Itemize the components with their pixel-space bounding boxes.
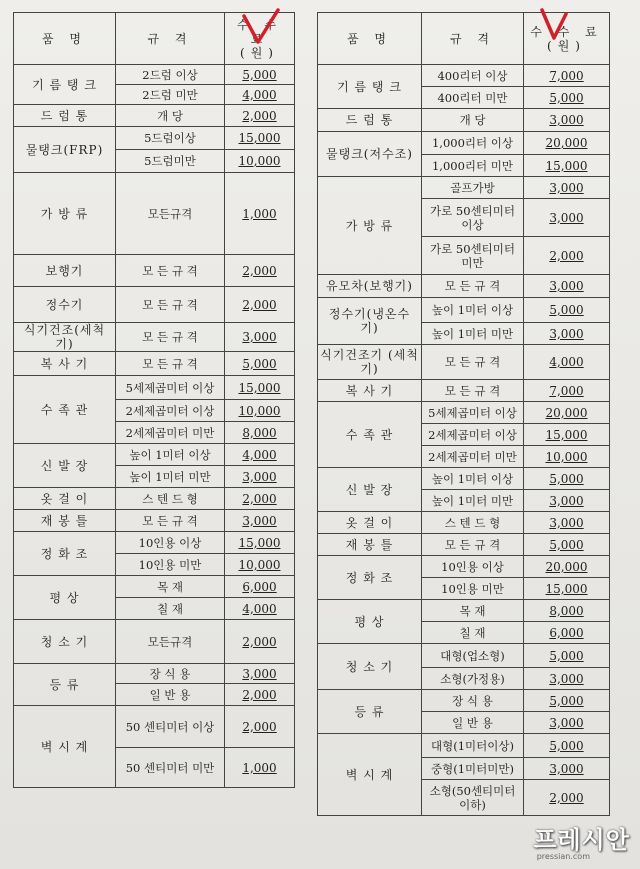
item-fee: 6,000 [225, 576, 295, 598]
item-spec: 5세제곱미터 이상 [422, 402, 524, 424]
item-spec: 높이 1미터 미만 [116, 466, 225, 488]
item-fee: 5,000 [225, 65, 295, 85]
item-spec: 장 식 용 [116, 664, 225, 684]
item-name: 평 상 [14, 576, 116, 620]
item-spec: 5드럼이상 [116, 127, 225, 150]
watermark-logo [533, 820, 630, 861]
item-fee: 5,000 [225, 352, 295, 376]
item-fee: 10,000 [225, 150, 295, 173]
item-spec: 2세제곱미터 이상 [116, 400, 225, 422]
item-fee: 3,000 [524, 109, 610, 132]
item-spec: 2세제곱미터 이상 [422, 424, 524, 446]
item-fee: 3,000 [225, 323, 295, 352]
table-row [318, 556, 610, 578]
item-fee: 5,000 [524, 298, 610, 323]
header-spec: 규 격 [422, 13, 524, 65]
fee-table-left [13, 12, 295, 788]
item-spec: 5드럼미만 [116, 150, 225, 173]
table-row [14, 444, 295, 466]
table-row [14, 105, 295, 127]
table-row [14, 255, 295, 287]
item-spec: 2세제곱미터 미만 [116, 422, 225, 444]
item-fee: 20,000 [524, 402, 610, 424]
table-row [318, 380, 610, 402]
item-fee: 2,000 [225, 287, 295, 323]
item-fee: 7,000 [524, 380, 610, 402]
item-spec: 대형(업소형) [422, 644, 524, 668]
item-fee: 2,000 [225, 706, 295, 748]
item-spec: 골프가방 [422, 177, 524, 199]
header-item-name: 품 명 [318, 13, 422, 65]
item-spec: 높이 1미터 이상 [116, 444, 225, 466]
item-fee: 15,000 [225, 532, 295, 554]
item-fee: 5,000 [524, 690, 610, 712]
header-fee: 수 수 료 (원) [225, 13, 295, 65]
item-fee: 3,000 [524, 512, 610, 534]
item-fee: 20,000 [524, 556, 610, 578]
item-spec: 모 든 규 격 [422, 345, 524, 380]
table-row [318, 298, 610, 323]
table-row [14, 323, 295, 352]
item-fee: 5,000 [524, 534, 610, 556]
item-fee: 2,000 [225, 684, 295, 706]
item-spec: 스 텐 드 형 [116, 488, 225, 510]
item-name: 기 름 탱 크 [14, 65, 116, 105]
item-spec: 10인용 이상 [422, 556, 524, 578]
item-spec: 1,000리터 미만 [422, 155, 524, 177]
table-row [318, 65, 610, 87]
item-spec: 모 든 규 격 [422, 275, 524, 298]
item-spec: 가로 50센티미터 이상 [422, 199, 524, 237]
item-spec: 모든규격 [116, 620, 225, 664]
item-fee: 5,000 [524, 734, 610, 758]
item-fee: 15,000 [225, 127, 295, 150]
table-row [14, 664, 295, 684]
item-fee: 5,000 [524, 468, 610, 490]
item-fee: 3,000 [524, 177, 610, 199]
item-name: 가 방 류 [14, 173, 116, 255]
watermark-name: 프레시안 [533, 826, 630, 854]
item-fee: 3,000 [524, 275, 610, 298]
item-fee: 3,000 [524, 490, 610, 512]
item-name: 수 족 관 [14, 376, 116, 444]
table-row [14, 352, 295, 376]
item-fee: 2,000 [225, 488, 295, 510]
table-row [318, 402, 610, 424]
item-fee: 3,000 [225, 510, 295, 532]
item-name: 벽 시 계 [318, 734, 422, 816]
item-spec: 모 든 규 격 [116, 510, 225, 532]
item-name: 물탱크(FRP) [14, 127, 116, 173]
item-spec: 5세제곱미터 이상 [116, 376, 225, 400]
item-spec: 개 당 [422, 109, 524, 132]
table-row [318, 345, 610, 380]
table-row [14, 376, 295, 400]
item-fee: 6,000 [524, 622, 610, 644]
table-header-row [14, 13, 295, 65]
item-name: 재 봉 틀 [14, 510, 116, 532]
item-name: 정수기(냉온수기) [318, 298, 422, 345]
item-fee: 2,000 [524, 780, 610, 816]
item-spec: 목 재 [422, 600, 524, 622]
table-row [14, 488, 295, 510]
item-name: 기 름 탱 크 [318, 65, 422, 109]
item-fee: 2,000 [225, 620, 295, 664]
table-row [14, 620, 295, 664]
item-name: 드 럼 통 [318, 109, 422, 132]
item-spec: 스 텐 드 형 [422, 512, 524, 534]
item-name: 옷 걸 이 [318, 512, 422, 534]
item-spec: 일 반 용 [422, 712, 524, 734]
item-spec: 모 든 규 격 [116, 352, 225, 376]
item-spec: 목 재 [116, 576, 225, 598]
item-fee: 7,000 [524, 65, 610, 87]
item-spec: 2드럼 이상 [116, 65, 225, 85]
table-row [14, 127, 295, 150]
item-spec: 소형(가정용) [422, 668, 524, 690]
item-name: 식기건조(세척기) [14, 323, 116, 352]
table-row [14, 287, 295, 323]
header-item-name: 품 명 [14, 13, 116, 65]
item-fee: 15,000 [524, 424, 610, 446]
item-name: 정 화 조 [318, 556, 422, 600]
item-name: 보행기 [14, 255, 116, 287]
item-spec: 칠 재 [422, 622, 524, 644]
item-fee: 1,000 [225, 748, 295, 788]
item-spec: 소형(50센티미터 이하) [422, 780, 524, 816]
item-spec: 높이 1미터 미만 [422, 323, 524, 345]
item-fee: 2,000 [225, 255, 295, 287]
item-name: 평 상 [318, 600, 422, 644]
item-spec: 개 당 [116, 105, 225, 127]
item-fee: 4,000 [225, 598, 295, 620]
item-spec: 높이 1미터 이상 [422, 468, 524, 490]
item-fee: 8,000 [524, 600, 610, 622]
item-spec: 10인용 이상 [116, 532, 225, 554]
fee-table-right [317, 12, 610, 816]
item-fee: 10,000 [524, 446, 610, 468]
item-name: 옷 걸 이 [14, 488, 116, 510]
item-fee: 10,000 [225, 400, 295, 422]
item-name: 등 류 [318, 690, 422, 734]
item-fee: 3,000 [524, 668, 610, 690]
item-spec: 모 든 규 격 [422, 380, 524, 402]
item-name: 가 방 류 [318, 177, 422, 275]
item-fee: 3,000 [524, 199, 610, 237]
item-spec: 50 센티미터 미만 [116, 748, 225, 788]
item-name: 청 소 기 [14, 620, 116, 664]
table-row [318, 468, 610, 490]
item-fee: 15,000 [225, 376, 295, 400]
item-fee: 2,000 [524, 237, 610, 275]
item-fee: 3,000 [524, 323, 610, 345]
header-fee: 수 수 료 (원) [524, 13, 610, 65]
item-fee: 1,000 [225, 173, 295, 255]
table-row [14, 65, 295, 85]
item-name: 정수기 [14, 287, 116, 323]
item-name: 신 발 장 [318, 468, 422, 512]
table-row [318, 534, 610, 556]
item-spec: 모 든 규 격 [116, 255, 225, 287]
item-spec: 2드럼 미만 [116, 85, 225, 105]
item-fee: 5,000 [524, 644, 610, 668]
item-spec: 10인용 미만 [116, 554, 225, 576]
table-row [318, 177, 610, 199]
item-spec: 400리터 이상 [422, 65, 524, 87]
item-name: 물탱크(저수조) [318, 132, 422, 177]
item-spec: 중형(1미터미만) [422, 758, 524, 780]
item-spec: 모 든 규 격 [116, 323, 225, 352]
item-fee: 3,000 [225, 664, 295, 684]
item-name: 드 럼 통 [14, 105, 116, 127]
item-spec: 높이 1미터 미만 [422, 490, 524, 512]
table-row [318, 600, 610, 622]
item-fee: 4,000 [225, 444, 295, 466]
table-row [318, 644, 610, 668]
item-spec: 가로 50센티미터 미만 [422, 237, 524, 275]
item-name: 정 화 조 [14, 532, 116, 576]
item-fee: 3,000 [524, 712, 610, 734]
item-name: 등 류 [14, 664, 116, 706]
item-spec: 높이 1미터 이상 [422, 298, 524, 323]
item-fee: 15,000 [524, 578, 610, 600]
item-spec: 모든규격 [116, 173, 225, 255]
item-name: 벽 시 계 [14, 706, 116, 788]
table-row [14, 576, 295, 598]
item-fee: 20,000 [524, 132, 610, 155]
table-row [318, 734, 610, 758]
table-header-row [318, 13, 610, 65]
item-name: 수 족 관 [318, 402, 422, 468]
table-row [318, 275, 610, 298]
item-fee: 2,000 [225, 105, 295, 127]
item-fee: 4,000 [225, 85, 295, 105]
item-spec: 모 든 규 격 [422, 534, 524, 556]
header-spec: 규 격 [116, 13, 225, 65]
table-row [14, 510, 295, 532]
item-spec: 1,000리터 이상 [422, 132, 524, 155]
item-name: 청 소 기 [318, 644, 422, 690]
item-spec: 대형(1미터이상) [422, 734, 524, 758]
item-name: 복 사 기 [318, 380, 422, 402]
item-name: 식기건조기 (세척기) [318, 345, 422, 380]
table-row [14, 706, 295, 748]
watermark-url: pressian.com [536, 852, 590, 861]
item-fee: 3,000 [225, 466, 295, 488]
item-spec: 모 든 규 격 [116, 287, 225, 323]
item-spec: 50 센티미터 이상 [116, 706, 225, 748]
table-row [318, 132, 610, 155]
item-name: 복 사 기 [14, 352, 116, 376]
item-fee: 8,000 [225, 422, 295, 444]
table-row [14, 532, 295, 554]
item-fee: 3,000 [524, 758, 610, 780]
item-spec: 10인용 미만 [422, 578, 524, 600]
item-spec: 400리터 미만 [422, 87, 524, 109]
item-spec: 2세제곱미터 미만 [422, 446, 524, 468]
table-row [318, 690, 610, 712]
item-name: 유모차(보행기) [318, 275, 422, 298]
table-row [318, 512, 610, 534]
item-spec: 장 식 용 [422, 690, 524, 712]
item-fee: 10,000 [225, 554, 295, 576]
table-row [318, 109, 610, 132]
table-row [14, 173, 295, 255]
item-fee: 4,000 [524, 345, 610, 380]
item-spec: 일 반 용 [116, 684, 225, 706]
item-name: 재 봉 틀 [318, 534, 422, 556]
item-fee: 5,000 [524, 87, 610, 109]
item-spec: 칠 재 [116, 598, 225, 620]
item-name: 신 발 장 [14, 444, 116, 488]
item-fee: 15,000 [524, 155, 610, 177]
